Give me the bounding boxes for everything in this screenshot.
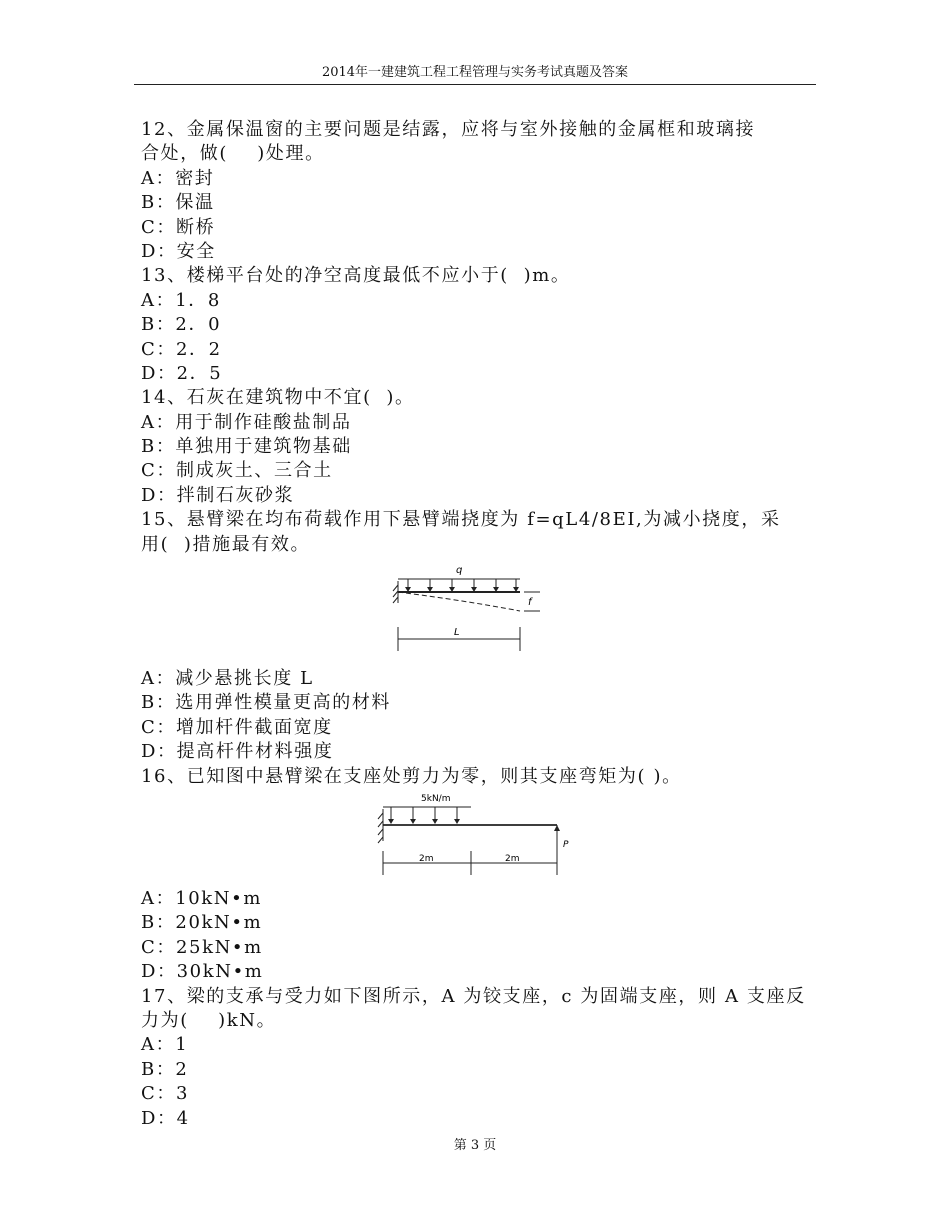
q12-option-a: A：密封	[141, 167, 215, 189]
header-rule	[134, 84, 816, 85]
span2-label: 2m	[505, 853, 520, 864]
q17-option-c: C：3	[141, 1083, 190, 1105]
deflected-shape	[398, 592, 520, 611]
force-label-p: P	[563, 839, 569, 850]
q16-cantilever-figure	[377, 791, 821, 887]
q16-option-d: D：30kN•m	[141, 961, 264, 983]
q17-option-a: A：1	[141, 1034, 189, 1056]
q17-stem-line2: 力为( )kN。	[141, 1009, 277, 1031]
q16-option-a: A：10kN•m	[141, 887, 263, 909]
cantilever-deflection-diagram	[388, 561, 628, 667]
document-body	[141, 118, 821, 1131]
q14-option-b: B：单独用于建筑物基础	[141, 436, 352, 458]
page-header: 2014年一建建筑工程工程管理与实务考试真题及答案	[321, 65, 629, 80]
q15-option-c: C：增加杆件截面宽度	[141, 716, 333, 738]
deflection-label-f: f	[528, 597, 532, 609]
q15-cantilever-figure	[388, 561, 821, 667]
q15-option-d: D：提高杆件材料强度	[141, 741, 334, 763]
q15-stem-line1: 15、悬臂梁在均布荷载作用下悬臂端挠度为 f=qL4/8EI,为减小挠度，采	[141, 509, 781, 531]
q12-stem-line2: 合处，做( )处理。	[141, 143, 325, 165]
load-arrows	[388, 807, 560, 831]
span1-label: 2m	[419, 853, 434, 864]
q17-stem-line1: 17、梁的支承与受力如下图所示，A 为铰支座，c 为固端支座，则 A 支座反	[141, 985, 806, 1007]
q12-option-c: C：断桥	[141, 216, 216, 238]
q13-option-d: D：2．5	[141, 362, 223, 384]
q15-option-b: B：选用弹性模量更高的材料	[141, 692, 392, 714]
q12-stem-line1: 12、金属保温窗的主要问题是结露，应将与室外接触的金属框和玻璃接	[141, 119, 756, 140]
q17-option-d: D：4	[141, 1107, 190, 1129]
load-arrows	[405, 579, 519, 592]
force-p-arrowhead	[554, 825, 560, 831]
load-label-5kn: 5kN/m	[421, 793, 451, 804]
span-label-L: L	[454, 627, 460, 639]
q17-option-b: B：2	[141, 1058, 189, 1080]
q12-option-b: B：保温	[141, 192, 215, 214]
q14-option-d: D：拌制石灰砂浆	[141, 484, 295, 506]
q16-option-b: B：20kN•m	[141, 912, 263, 934]
q15-option-a: A：减少悬挑长度 L	[141, 668, 314, 690]
q14-stem: 14、石灰在建筑物中不宜( )。	[141, 387, 415, 409]
q12-option-d: D：安全	[141, 240, 216, 262]
page-number: 第 3 页	[453, 1138, 497, 1153]
q14-option-c: C：制成灰土、三合土	[141, 460, 333, 482]
q16-option-c: C：25kN•m	[141, 936, 263, 958]
cantilever-load-diagram	[377, 791, 577, 887]
q14-option-a: A：用于制作硅酸盐制品	[141, 411, 352, 433]
q13-stem: 13、楼梯平台处的净空高度最低不应小于( )m。	[141, 265, 571, 287]
q13-option-a: A：1．8	[141, 289, 221, 311]
q13-option-b: B：2．0	[141, 314, 222, 336]
load-label-q: q	[456, 565, 463, 577]
q15-stem-line2: 用( )措施最有效。	[141, 533, 311, 555]
q16-stem: 16、已知图中悬臂梁在支座处剪力为零，则其支座弯矩为( )。	[141, 765, 682, 787]
q13-option-c: C：2．2	[141, 338, 222, 360]
